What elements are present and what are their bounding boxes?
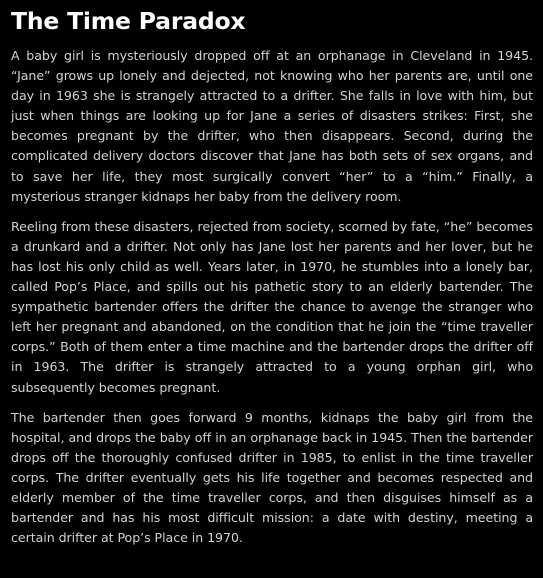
article-paragraph-1: A baby girl is mysteriously dropped off at an orphanage in Cleveland in 1945. “Jane” grows up lonely and dejected, not knowing who her parents are, until one day in 1963 she is strangely attracted to a drifter. She falls in love with him, but just when things are looking up for Jane a series of disasters strikes: First, she becomes pregnant by the drifter, who then disappears. Second, during the complicated delivery doctors discover that Jane has both sets of sex organs, and to save her life, they most surgically convert “her” to a “him.” Finally, a mysterious stranger kidnaps her baby from the delivery room. xyxy=(11,48,533,204)
article-paragraph-3: The bartender then goes forward 9 months, kidnaps the baby girl from the hospital, and drops the baby off in an orphanage back in 1945. Then the bartender drops off the thoroughly confused drifter in 1985, to enlist in the time traveller corps. The drifter eventually gets his life together and becomes respected and elderly member of the time traveller corps, and then disguises himself as a bartender and has his most difficult mission: a date with destiny, meeting a certain drifter at Pop’s Place in 1970. xyxy=(11,409,533,546)
article-paragraph-2: Reeling from these disasters, rejected from society, scorned by fate, “he” becomes a drunkard and a drifter. Not only has Jane lost her parents and her lover, but he has lost his only child as well. Years later, in 1970, he stumbles into a lonely bar, called Pop’s Place, and spills out his pathetic story to an elderly bartender. The sympathetic bartender offers the drifter the chance to avenge the stranger who left her pregnant and abandoned, on the condition that he join the “time traveller corps.” Both of them enter a time machine and the bartender drops the drifter off in 1963. The drifter is strangely attracted to a young orphan girl, who subsequently becomes pregnant. xyxy=(11,218,533,395)
article-title: The Time Paradox xyxy=(11,7,246,35)
